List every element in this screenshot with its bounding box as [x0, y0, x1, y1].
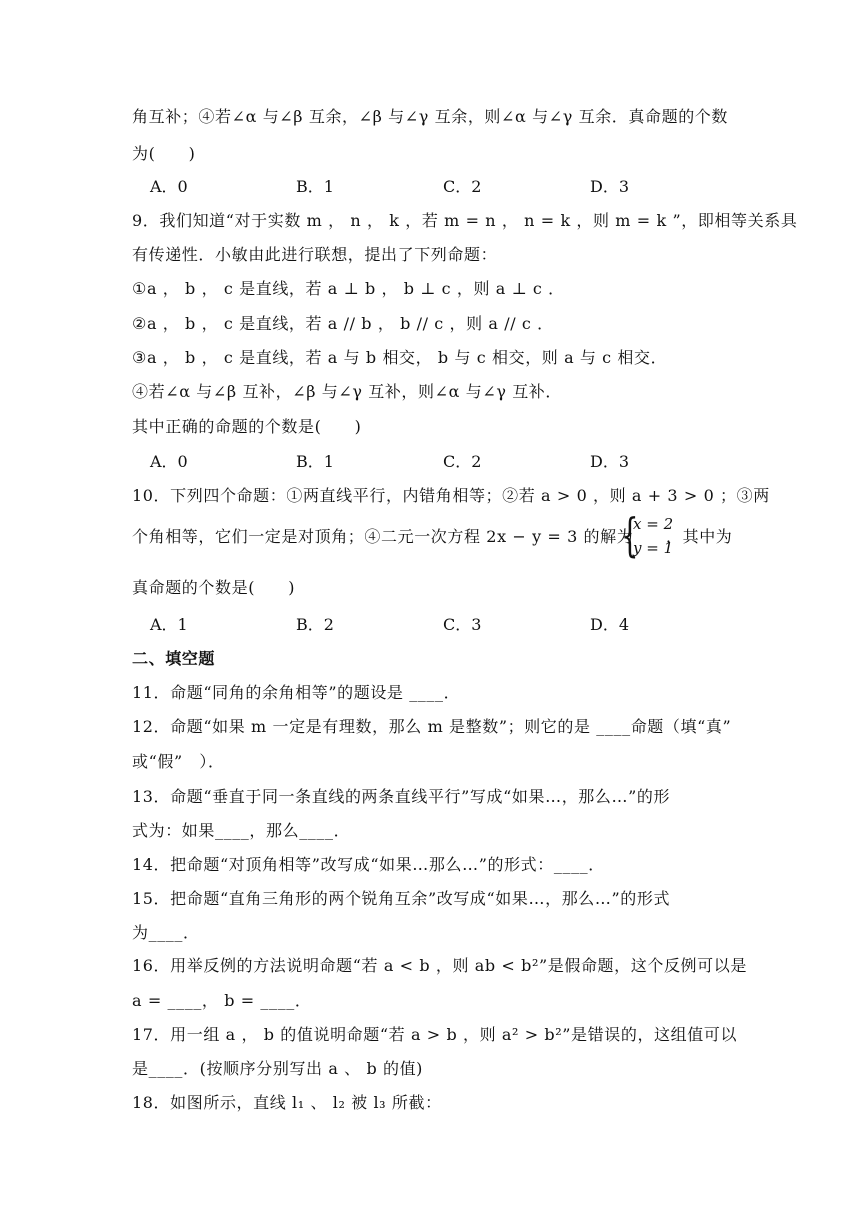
q8-option-a: A．0	[150, 177, 188, 196]
q9-option-b: B．1	[296, 452, 334, 471]
brace-symbol: {	[621, 508, 639, 562]
q13-text-line-1: 13．命题“垂直于同一条直线的两条直线平行”写成“如果…，那么…”的形	[132, 787, 671, 806]
q8-option-b: B．1	[296, 177, 334, 196]
q9-option-d: D．3	[590, 452, 630, 471]
q9-text-line-2: 有传递性．小敏由此进行联想，提出了下列命题：	[132, 245, 498, 264]
q8-option-d: D．3	[590, 177, 630, 196]
q8-option-c: C．2	[443, 177, 482, 196]
q9-statement-3: ③a ， b ， c 是直线，若 a 与 b 相交， b 与 c 相交，则 a 与 c 相交．	[132, 348, 668, 367]
q13-text-line-2: 式为：如果____，那么____．	[132, 821, 351, 840]
q18-text: 18．如图所示，直线 l₁ 、 l₂ 被 l₃ 所截：	[132, 1093, 442, 1112]
q10-option-a: A．1	[150, 615, 188, 634]
q8-text-line-2: 为( )	[132, 144, 196, 163]
q14-text: 14．把命题“对顶角相等”改写成“如果…那么…”的形式：____．	[132, 855, 605, 874]
q8-text-line-1: 角互补；④若∠α 与∠β 互余，∠β 与∠γ 互余，则∠α 与∠γ 互余．真命题的个数	[132, 107, 728, 126]
equation-1: x = 2	[633, 515, 674, 533]
q17-text-line-2: 是____．(按顺序分别写出 a 、 b 的值)	[132, 1059, 424, 1078]
q15-text-line-2: 为____．	[132, 923, 200, 942]
q10-text-line-3: 真命题的个数是( )	[132, 578, 296, 597]
q15-text-line-1: 15．把命题“直角三角形的两个锐角互余”改写成“如果…，那么…”的形式	[132, 889, 671, 908]
q9-statement-1: ①a ， b ， c 是直线，若 a ⊥ b ， b ⊥ c ，则 a ⊥ c ．	[132, 279, 565, 298]
q9-text-line-1: 9．我们知道“对于实数 m ， n ， k ，若 m = n ， n = k ，则 m = k ”，即相等关系具	[132, 211, 798, 230]
q9-option-a: A．0	[150, 452, 188, 471]
q10-text-line-2-end: ．其中为	[666, 527, 733, 546]
q16-text-line-2: a = ____， b = ____．	[132, 991, 312, 1010]
q11-text: 11．命题“同角的余角相等”的题设是 ____．	[132, 683, 461, 702]
q10-option-b: B．2	[296, 615, 334, 634]
q17-text-line-1: 17．用一组 a ， b 的值说明命题“若 a > b ，则 a² > b²”是错误的，这组值可以	[132, 1025, 738, 1044]
equation-2: y = 1	[633, 539, 674, 557]
q9-statement-4: ④若∠α 与∠β 互补，∠β 与∠γ 互补，则∠α 与∠γ 互补．	[132, 382, 562, 401]
q10-text-line-2: 个角相等，它们一定是对顶角；④二元一次方程 2x − y = 3 的解为	[132, 527, 634, 546]
q12-text-line-1: 12．命题“如果 m 一定是有理数，那么 m 是整数”；则它的是 ____命题（填“真”	[132, 717, 732, 736]
q12-text-line-2: 或“假” ）．	[132, 752, 225, 771]
q9-option-c: C．2	[443, 452, 482, 471]
q10-option-d: D．4	[590, 615, 630, 634]
q9-statement-2: ②a ， b ， c 是直线，若 a // b ， b // c ，则 a // c ．	[132, 314, 554, 333]
q16-text-line-1: 16．用举反例的方法说明命题“若 a < b ，则 ab < b²”是假命题，这个反例可以是	[132, 956, 747, 975]
section-title-fill-in: 二、填空题	[132, 649, 216, 668]
q10-option-c: C．3	[443, 615, 482, 634]
q10-text-line-1: 10．下列四个命题：①两直线平行，内错角相等；②若 a > 0 ，则 a + 3 > 0 ；③两	[132, 486, 770, 505]
q9-question: 其中正确的命题的个数是( )	[132, 417, 362, 436]
